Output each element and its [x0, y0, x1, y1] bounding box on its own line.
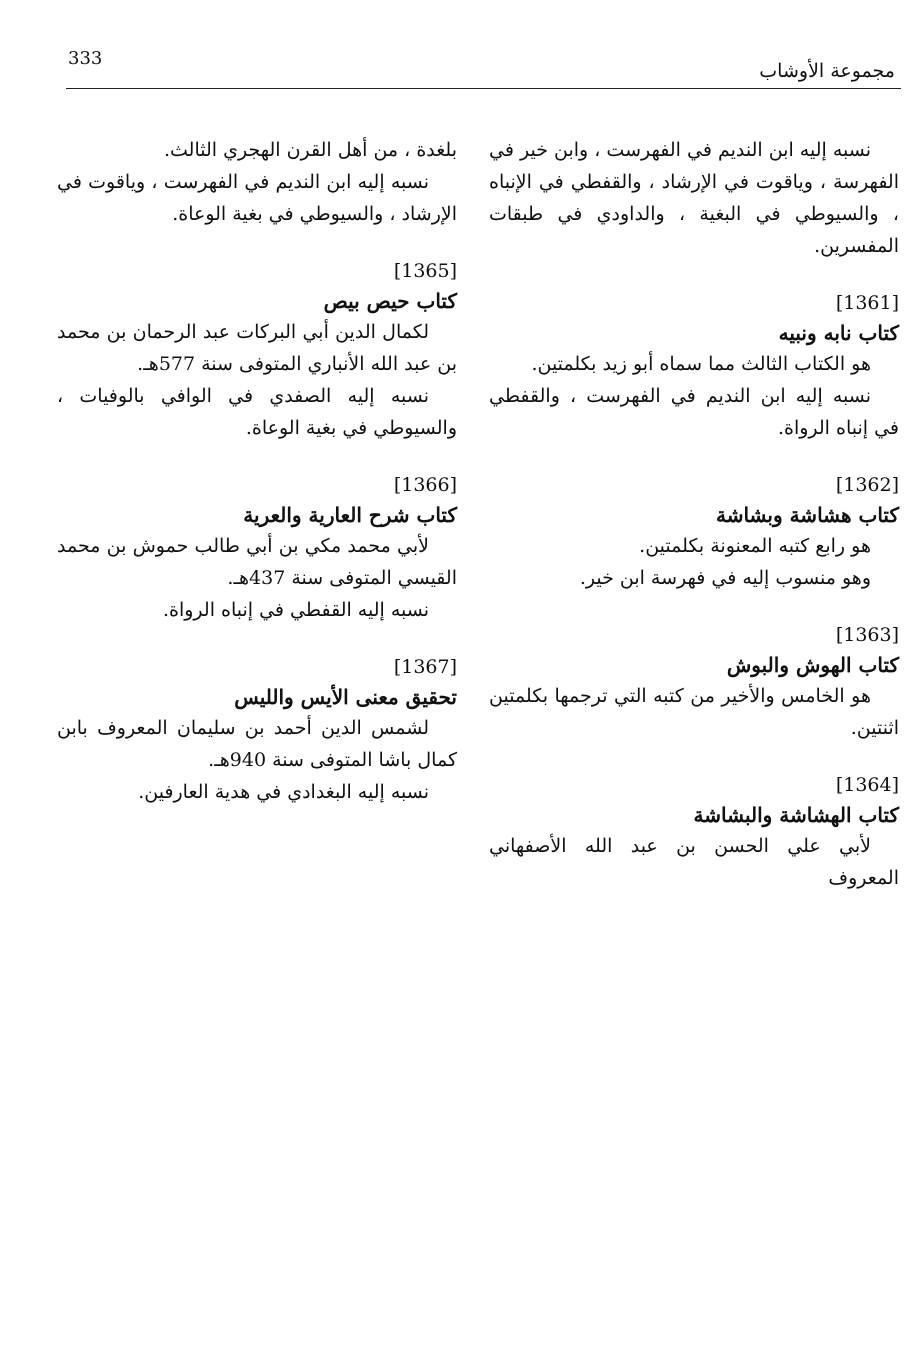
- intro-paragraph: نسبه إليه ابن النديم في الفهرست ، وابن خير في الفهرسة ، وياقوت في الإرشاد ، والقفطي في الإنباه ، والسيوطي في البغية ، والداودي في طبقات المفسرين.: [489, 139, 899, 257]
- entry-1366: [57, 470, 457, 626]
- intro-paragraph: نسبه إليه ابن النديم في الفهرست ، وياقوت في الإرشاد ، والسيوطي في بغية الوعاة.: [57, 171, 457, 225]
- entry-title: كتاب الهشاشة والبشاشة: [693, 803, 899, 827]
- entry-paragraph: نسبه إليه القفطي في إنباه الرواة.: [162, 599, 429, 621]
- intro-paragraph: بلغدة ، من أهل القرن الهجري الثالث.: [163, 139, 457, 161]
- entry-paragraph: لأبي علي الحسن بن عبد الله الأصفهاني المعروف: [489, 835, 899, 889]
- entry-title: كتاب نابه ونبيه: [778, 321, 899, 345]
- entry-paragraph: هو رابع كتبه المعنونة بكلمتين.: [639, 535, 871, 557]
- entry-number: [1364]: [835, 774, 899, 796]
- entry-number: [1367]: [393, 656, 457, 678]
- entry-number: [1366]: [393, 474, 457, 496]
- entry-number: [1361]: [835, 292, 899, 314]
- entry-paragraph: نسبه إليه البغدادي في هدية العارفين.: [138, 781, 429, 803]
- entry-title: كتاب هشاشة وبشاشة: [715, 503, 899, 527]
- left-column: [57, 134, 457, 808]
- entry-paragraph: نسبه إليه ابن النديم في الفهرست ، والقفطي في إنباه الرواة.: [489, 385, 899, 439]
- entry-number: [1362]: [835, 474, 899, 496]
- entry-paragraph: نسبه إليه الصفدي في الوافي بالوفيات ، والسيوطي في بغية الوعاة.: [57, 385, 457, 439]
- entry-paragraph: هو الكتاب الثالث مما سماه أبو زيد بكلمتين.: [531, 353, 871, 375]
- header-rule: [66, 88, 901, 89]
- entry-title: تحقيق معنى الأيس والليس: [234, 685, 457, 709]
- entry-1364: [489, 770, 899, 894]
- right-column: [489, 134, 899, 894]
- entry-title: كتاب حيص بيص: [323, 289, 457, 313]
- entry-1365: [57, 256, 457, 444]
- page-number: 333: [68, 48, 103, 69]
- entry-1361: [489, 288, 899, 444]
- entry-paragraph: لأبي محمد مكي بن أبي طالب حموش بن محمد القيسي المتوفى سنة 437هـ.: [57, 535, 457, 589]
- entry-paragraph: هو الخامس والأخير من كتبه التي ترجمها بكلمتين اثنتين.: [489, 685, 899, 739]
- entry-number: [1363]: [835, 624, 899, 646]
- entry-1362: [489, 470, 899, 594]
- entry-title: كتاب شرح العارية والعرية: [243, 503, 457, 527]
- entry-1367: [57, 652, 457, 808]
- entry-paragraph: لشمس الدين أحمد بن سليمان المعروف بابن كمال باشا المتوفى سنة 940هـ.: [57, 717, 457, 771]
- entry-paragraph: لكمال الدين أبي البركات عبد الرحمان بن محمد بن عبد الله الأنباري المتوفى سنة 577هـ.: [57, 321, 457, 375]
- entry-paragraph: وهو منسوب إليه في فهرسة ابن خير.: [579, 567, 871, 589]
- entry-number: [1365]: [393, 260, 457, 282]
- entry-1363: [489, 620, 899, 744]
- entry-title: كتاب الهوش والبوش: [726, 653, 899, 677]
- running-title: مجموعة الأوشاب: [759, 60, 895, 82]
